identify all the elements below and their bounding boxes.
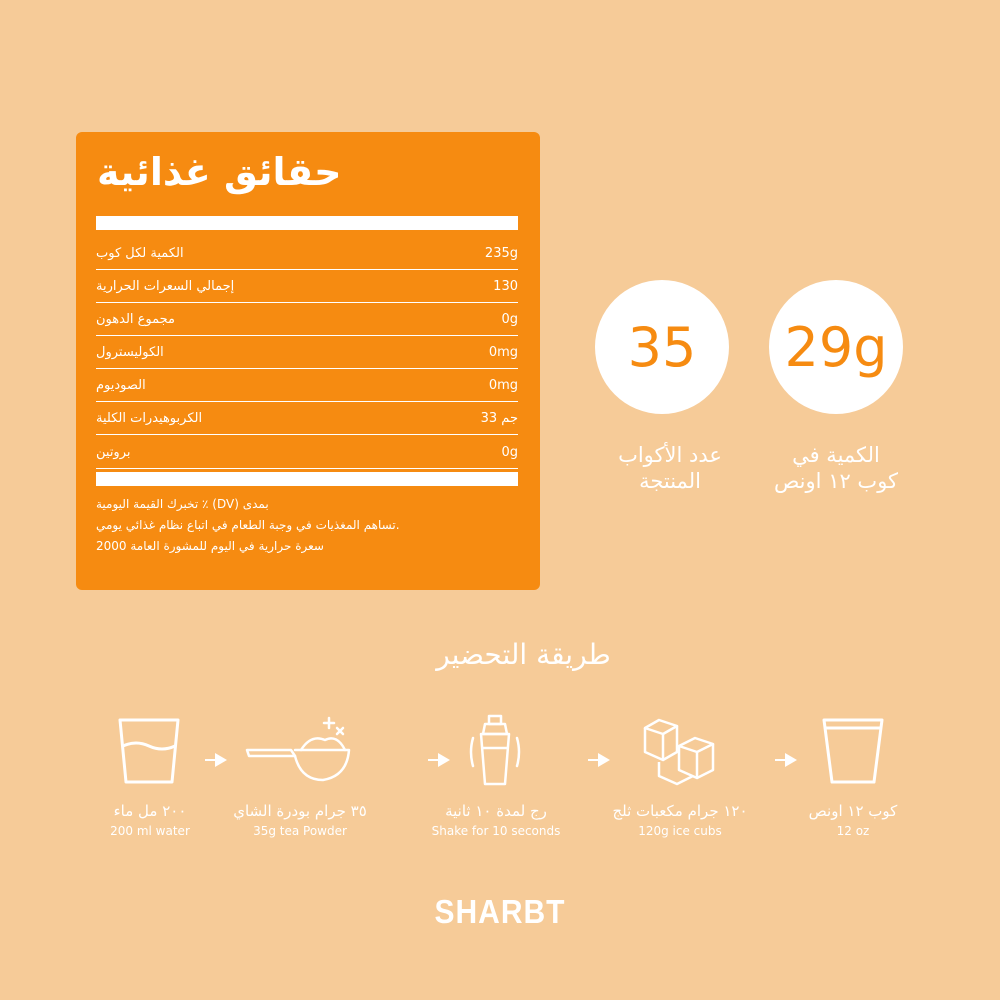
nutrition-row: [96, 436, 518, 469]
water-glass-icon: [114, 716, 184, 786]
nutrition-row: [96, 270, 518, 303]
arrow-icon: [775, 752, 799, 768]
row-value: 0mg: [488, 377, 518, 393]
row-value: 130: [493, 278, 518, 294]
step-label-ar: ٣٥ جرام بودرة الشاي: [233, 802, 367, 820]
nutrition-bottom-bar: [96, 472, 518, 486]
stat-label-line: كوب ١٢ اونص: [773, 469, 899, 493]
shaker-icon: [467, 712, 525, 788]
nutrition-notes: [96, 494, 518, 557]
note-line: سعرة حرارية في اليوم للمشورة العامة 2000: [96, 539, 324, 553]
stat-label-line: عدد الأكواب: [618, 443, 722, 467]
nutrition-top-bar: [96, 216, 518, 230]
stat-label-cups: [585, 442, 755, 494]
step-label-ar: كوب ١٢ اونص: [808, 802, 898, 820]
row-value: جم 33: [480, 410, 518, 426]
stat-label-line: المنتجة: [639, 469, 701, 493]
brand-logo: SHARBT: [434, 894, 566, 931]
step-label-ar: ١٢٠ جرام مكعبات ثلج: [612, 802, 748, 820]
step-label-ar: رج لمدة ١٠ ثانية: [445, 802, 547, 820]
row-value: 0g: [501, 444, 518, 460]
cup-icon: [818, 714, 888, 786]
stat-value: 35: [627, 315, 697, 379]
note-line: .تساهم المغذيات في وجبة الطعام في اتباع نظام غذائي يومي: [96, 518, 400, 532]
row-label: مجموع الدهون: [96, 311, 175, 327]
row-value: 0g: [501, 311, 518, 327]
step-label-en: 120g ice cubs: [638, 824, 722, 838]
step-label-en: Shake for 10 seconds: [431, 824, 561, 838]
stat-value: 29g: [784, 315, 888, 379]
stat-circle-cups: [595, 280, 729, 414]
nutrition-title: حقائق غذائية: [97, 150, 342, 194]
ice-cubes-icon: [637, 714, 721, 786]
stat-label-line: الكمية في: [792, 443, 880, 467]
nutrition-row: [96, 336, 518, 369]
nutrition-row: [96, 237, 518, 270]
step-label-en: 12 oz: [836, 824, 870, 838]
row-value: 235g: [484, 245, 518, 261]
nutrition-row: [96, 369, 518, 402]
scoop-icon: [245, 714, 357, 786]
row-label: الكوليسترول: [96, 344, 164, 360]
arrow-icon: [428, 752, 452, 768]
row-label: بروتين: [96, 444, 131, 460]
step-label-ar: ٢٠٠ مل ماء: [113, 802, 187, 820]
row-value: 0mg: [488, 344, 518, 360]
preparation-title: طريقة التحضير: [436, 638, 611, 671]
step-label-en: 35g tea Powder: [253, 824, 347, 838]
row-label: الكربوهيدرات الكلية: [96, 410, 203, 426]
note-line: بمدى (DV) ٪ تخبرك القيمة اليومية: [96, 497, 269, 511]
row-label: إجمالي السعرات الحرارية: [96, 278, 235, 294]
arrow-icon: [205, 752, 229, 768]
nutrition-row: [96, 303, 518, 336]
arrow-icon: [588, 752, 612, 768]
row-label: الكمية لكل كوب: [96, 245, 184, 261]
nutrition-row: [96, 402, 518, 435]
step-label-en: 200 ml water: [110, 824, 190, 838]
row-label: الصوديوم: [96, 377, 146, 393]
stat-circle-amount: [769, 280, 903, 414]
stat-label-amount: [751, 442, 921, 494]
